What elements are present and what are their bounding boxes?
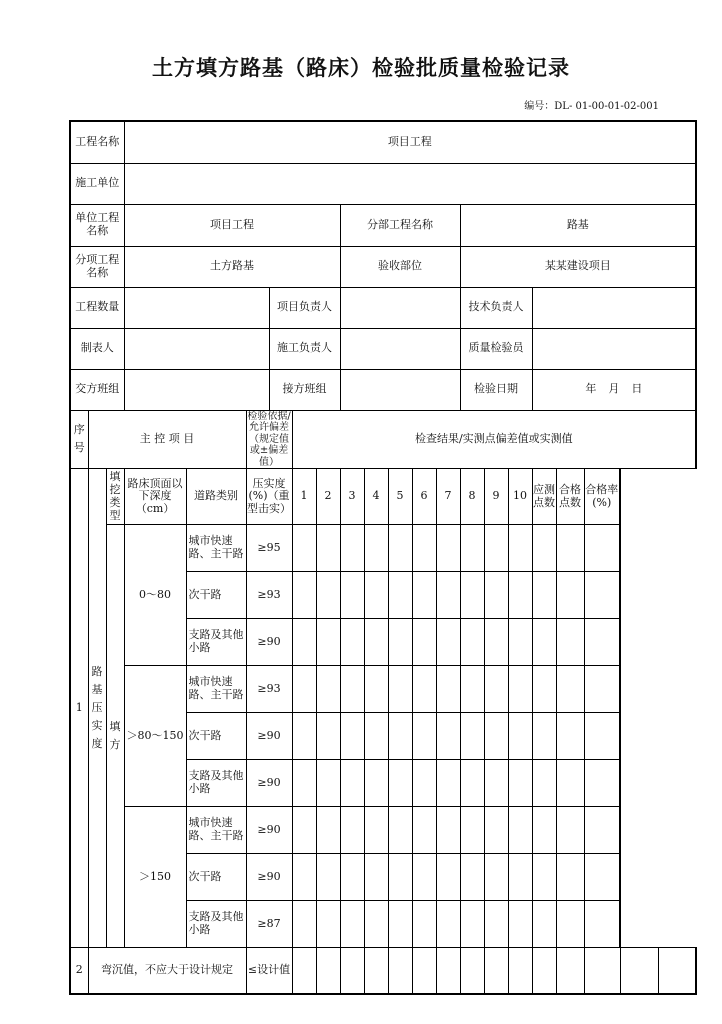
result-cell[interactable] (532, 948, 556, 994)
result-cell[interactable] (508, 854, 532, 901)
result-cell[interactable] (556, 525, 584, 572)
division-value[interactable]: 路基 (460, 204, 696, 246)
basis-header: 检验依据/允许偏差（规定值或±偏差值） (247, 410, 291, 468)
depth-group-3: ＞150 (124, 807, 186, 948)
receiving-team-label: 接方班组 (269, 369, 340, 410)
result-cell[interactable] (532, 525, 556, 572)
result-cell[interactable] (292, 807, 316, 854)
result-cell[interactable] (484, 807, 508, 854)
result-cell[interactable] (388, 713, 412, 760)
item2-req: ≤设计值 (246, 948, 292, 994)
result-cell[interactable] (584, 854, 620, 901)
page-title: 土方填方路基（路床）检验批质量检验记录 (152, 56, 570, 80)
compaction-req: ≥90 (246, 713, 292, 760)
result-cell[interactable] (364, 901, 388, 948)
point-9-header: 9 (484, 469, 508, 525)
point-7-header: 7 (436, 469, 460, 525)
quantity-label: 工程数量 (70, 287, 124, 328)
result-cell[interactable] (412, 760, 436, 807)
result-cell[interactable] (412, 713, 436, 760)
result-cell[interactable] (340, 854, 364, 901)
result-cell[interactable] (508, 666, 532, 713)
result-cell[interactable] (316, 572, 340, 619)
unit-project-label: 单位工程名称 (70, 204, 124, 246)
result-cell[interactable] (584, 760, 620, 807)
result-cell[interactable] (292, 572, 316, 619)
result-cell[interactable] (460, 807, 484, 854)
result-header: 检查结果/实测点偏差值或实测值 (292, 410, 696, 469)
result-cell[interactable] (364, 666, 388, 713)
result-cell[interactable] (484, 854, 508, 901)
inspection-date-label: 检验日期 (460, 369, 532, 410)
compaction-req: ≥90 (246, 854, 292, 901)
result-cell[interactable] (484, 619, 508, 666)
result-cell[interactable] (388, 807, 412, 854)
result-cell[interactable] (484, 760, 508, 807)
result-cell[interactable] (556, 666, 584, 713)
compaction-req: ≥95 (246, 525, 292, 572)
handover-team-value[interactable] (124, 369, 269, 410)
result-cell[interactable] (532, 807, 556, 854)
result-cell[interactable] (388, 854, 412, 901)
result-cell[interactable] (532, 901, 556, 948)
compaction-req: ≥90 (246, 619, 292, 666)
result-cell[interactable] (388, 901, 412, 948)
result-cell[interactable] (484, 713, 508, 760)
result-cell[interactable] (532, 572, 556, 619)
compaction-req: ≥93 (246, 666, 292, 713)
point-10-header: 10 (508, 469, 532, 525)
result-cell[interactable] (316, 854, 340, 901)
result-cell[interactable] (508, 948, 532, 994)
result-cell[interactable] (556, 948, 584, 994)
result-cell[interactable] (412, 525, 436, 572)
result-cell[interactable] (436, 525, 460, 572)
point-5-header: 5 (388, 469, 412, 525)
inspection-form (69, 120, 697, 995)
project-name-label: 工程名称 (70, 121, 124, 163)
result-cell[interactable] (412, 948, 436, 994)
point-3-header: 3 (340, 469, 364, 525)
result-cell[interactable] (508, 901, 532, 948)
result-cell[interactable] (412, 807, 436, 854)
construction-leader-label: 施工负责人 (269, 328, 340, 369)
tech-leader-label: 技术负责人 (460, 287, 532, 328)
result-cell[interactable] (292, 713, 316, 760)
pass-rate-header: 合格率(%) (584, 469, 620, 525)
point-4-header: 4 (364, 469, 388, 525)
should-count-header: 应测点数 (532, 469, 556, 525)
result-cell[interactable] (508, 760, 532, 807)
result-cell[interactable] (460, 854, 484, 901)
road-type-header: 道路类别 (186, 469, 246, 525)
result-cell[interactable] (436, 854, 460, 901)
result-cell[interactable] (436, 948, 460, 994)
item1-fill: 填方 (106, 525, 124, 948)
result-cell[interactable] (340, 619, 364, 666)
project-leader-label: 项目负责人 (269, 287, 340, 328)
construction-unit-value[interactable] (124, 163, 696, 204)
result-cell[interactable] (556, 807, 584, 854)
result-cell[interactable] (584, 713, 620, 760)
result-cell[interactable] (436, 666, 460, 713)
result-cell[interactable] (364, 854, 388, 901)
road-type-cell: 城市快速路、主干路 (186, 666, 246, 713)
acceptance-part-value[interactable]: 某某建设项目 (460, 246, 696, 287)
result-cell[interactable] (316, 760, 340, 807)
acceptance-part-label: 验收部位 (340, 246, 460, 287)
result-cell[interactable] (292, 666, 316, 713)
result-cell[interactable] (412, 666, 436, 713)
result-cell[interactable] (340, 760, 364, 807)
result-cell[interactable] (292, 901, 316, 948)
construction-leader-value[interactable] (340, 328, 460, 369)
result-cell[interactable] (584, 525, 620, 572)
subitem-label: 分项工程名称 (70, 246, 124, 287)
result-cell[interactable] (584, 807, 620, 854)
result-cell[interactable] (292, 948, 316, 994)
fill-type-header: 填挖类型 (106, 469, 124, 525)
item1-seq: 1 (70, 469, 88, 948)
result-cell[interactable] (316, 901, 340, 948)
compaction-req: ≥90 (246, 760, 292, 807)
result-cell[interactable] (340, 807, 364, 854)
depth-group-2: ＞80～150 (124, 666, 186, 807)
result-cell[interactable] (484, 901, 508, 948)
result-cell[interactable] (436, 807, 460, 854)
result-cell[interactable] (584, 572, 620, 619)
result-cell[interactable] (584, 666, 620, 713)
result-cell[interactable] (460, 901, 484, 948)
result-cell[interactable] (340, 901, 364, 948)
result-cell[interactable] (484, 525, 508, 572)
result-cell[interactable] (436, 572, 460, 619)
result-cell[interactable] (316, 948, 340, 994)
result-cell[interactable] (316, 525, 340, 572)
receiving-team-value[interactable] (340, 369, 460, 410)
result-cell[interactable] (556, 760, 584, 807)
result-cell[interactable] (460, 619, 484, 666)
road-type-cell: 支路及其他小路 (186, 901, 246, 948)
result-cell[interactable] (388, 619, 412, 666)
item2-seq: 2 (70, 948, 88, 994)
result-cell[interactable] (340, 713, 364, 760)
result-cell[interactable] (388, 760, 412, 807)
result-cell[interactable] (508, 525, 532, 572)
result-cell[interactable] (532, 760, 556, 807)
quality-inspector-value[interactable] (532, 328, 696, 369)
result-cell[interactable] (316, 713, 340, 760)
result-cell[interactable] (412, 901, 436, 948)
result-cell[interactable] (316, 619, 340, 666)
result-cell[interactable] (460, 666, 484, 713)
subitem-value[interactable]: 土方路基 (124, 246, 340, 287)
result-cell[interactable] (436, 901, 460, 948)
result-cell[interactable] (412, 572, 436, 619)
result-cell[interactable] (364, 760, 388, 807)
result-cell[interactable] (556, 572, 584, 619)
result-cell[interactable] (340, 525, 364, 572)
result-cell[interactable] (508, 807, 532, 854)
result-cell[interactable] (292, 619, 316, 666)
result-cell[interactable] (556, 713, 584, 760)
road-type-cell: 城市快速路、主干路 (186, 807, 246, 854)
result-cell[interactable] (436, 619, 460, 666)
point-8-header: 8 (460, 469, 484, 525)
result-cell[interactable] (388, 666, 412, 713)
result-cell[interactable] (460, 948, 484, 994)
result-cell[interactable] (436, 713, 460, 760)
point-2-header: 2 (316, 469, 340, 525)
depth-group-1: 0～80 (124, 525, 186, 666)
result-cell[interactable] (364, 713, 388, 760)
result-cell[interactable] (584, 619, 620, 666)
result-cell[interactable] (388, 525, 412, 572)
project-name-value[interactable]: 项目工程 (124, 121, 696, 163)
road-type-cell: 支路及其他小路 (186, 760, 246, 807)
division-label: 分部工程名称 (340, 204, 460, 246)
result-cell[interactable] (484, 948, 508, 994)
result-cell[interactable] (532, 619, 556, 666)
result-cell[interactable] (412, 619, 436, 666)
result-cell[interactable] (584, 948, 620, 994)
result-cell[interactable] (412, 854, 436, 901)
result-cell[interactable] (364, 807, 388, 854)
quantity-value[interactable] (124, 287, 269, 328)
result-cell[interactable] (484, 572, 508, 619)
inspection-date-value[interactable] (532, 369, 696, 410)
result-cell[interactable] (292, 854, 316, 901)
handover-team-label: 交方班组 (70, 369, 124, 410)
depth-header: 路床顶面以下深度（cm） (124, 469, 186, 525)
result-cell[interactable] (364, 948, 388, 994)
road-type-cell: 支路及其他小路 (186, 619, 246, 666)
result-cell[interactable] (532, 713, 556, 760)
result-cell[interactable] (460, 713, 484, 760)
result-cell[interactable] (460, 525, 484, 572)
date-month: 月 (608, 382, 620, 396)
road-type-cell: 次干路 (186, 854, 246, 901)
result-cell[interactable] (556, 619, 584, 666)
result-cell[interactable] (508, 713, 532, 760)
result-cell[interactable] (460, 572, 484, 619)
preparer-value[interactable] (124, 328, 269, 369)
result-cell[interactable] (584, 901, 620, 948)
result-cell[interactable] (388, 572, 412, 619)
result-cell[interactable] (484, 666, 508, 713)
compaction-req: ≥90 (246, 807, 292, 854)
date-year: 年 (585, 382, 597, 396)
seq-header: 序号 (70, 410, 88, 469)
construction-unit-label: 施工单位 (70, 163, 124, 204)
result-cell[interactable] (532, 854, 556, 901)
result-cell[interactable] (532, 666, 556, 713)
result-cell[interactable] (556, 854, 584, 901)
result-cell[interactable] (620, 948, 658, 994)
compaction-req: ≥87 (246, 901, 292, 948)
quality-inspector-label: 质量检验员 (460, 328, 532, 369)
result-cell[interactable] (460, 760, 484, 807)
result-cell[interactable] (508, 572, 532, 619)
unit-project-value[interactable]: 项目工程 (124, 204, 340, 246)
result-cell[interactable] (364, 619, 388, 666)
preparer-label: 制表人 (70, 328, 124, 369)
road-type-cell: 次干路 (186, 713, 246, 760)
tech-leader-value[interactable] (532, 287, 696, 328)
compaction-req: ≥93 (246, 572, 292, 619)
document-code: 编号：DL- 01-00-01-02-001 (524, 101, 659, 112)
result-cell[interactable] (292, 760, 316, 807)
result-cell[interactable] (292, 525, 316, 572)
result-cell[interactable] (316, 666, 340, 713)
point-1-header: 1 (292, 469, 316, 525)
road-type-cell: 城市快速路、主干路 (186, 525, 246, 572)
result-cell[interactable] (364, 525, 388, 572)
result-cell[interactable] (316, 807, 340, 854)
result-cell[interactable] (340, 666, 364, 713)
result-cell[interactable] (388, 948, 412, 994)
compaction-header: 压实度(%)（重型击实） (246, 469, 292, 525)
item2-name: 弯沉值，不应大于设计规定 (88, 948, 246, 994)
result-cell[interactable] (658, 948, 696, 994)
result-cell[interactable] (340, 572, 364, 619)
item-header: 主 控 项 目 (88, 410, 246, 469)
result-cell[interactable] (436, 760, 460, 807)
result-cell[interactable] (364, 572, 388, 619)
pass-count-header: 合格点数 (556, 469, 584, 525)
date-day: 日 (631, 382, 643, 396)
item1-name: 路基压实度 (88, 469, 106, 948)
result-cell[interactable] (340, 948, 364, 994)
result-cell[interactable] (508, 619, 532, 666)
point-6-header: 6 (412, 469, 436, 525)
result-cell[interactable] (556, 901, 584, 948)
project-leader-value[interactable] (340, 287, 460, 328)
road-type-cell: 次干路 (186, 572, 246, 619)
